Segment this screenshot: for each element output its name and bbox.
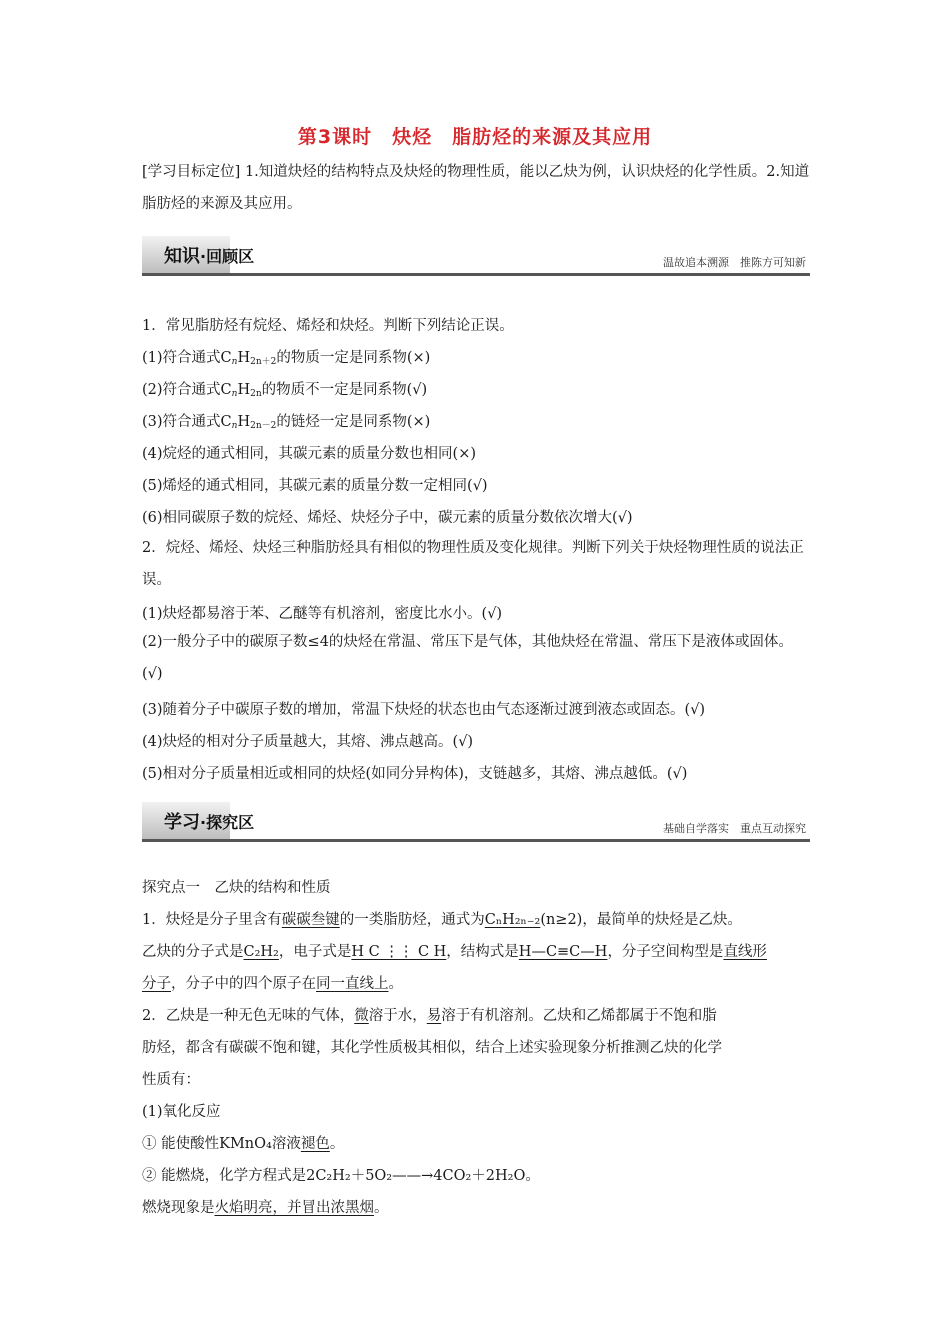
explore-p2-line2: 肪烃，都含有碳碳不饱和键，其化学性质极其相似，结合上述实验现象分析推测乙炔的化学 [142,1040,722,1056]
q2-item-2: (2)一般分子中的碳原子数≤4的炔烃在常温、常压下是气体，其他炔烃在常温、常压下是液体或固体。(√) [142,634,793,682]
answer-blank: 分子 [142,976,171,992]
section-divider [142,839,810,842]
lesson-title: 第3课时 炔烃 脂肪烃的来源及其应用 [297,126,653,148]
answer-blank: 褪色 [300,1136,330,1152]
section-slogan: 温故追本溯源 推陈方可知新 [663,256,806,269]
answer-blank: 碳碳叁键 [281,912,340,928]
q2-item-3: (3)随着分子中碳原子数的增加，常温下炔烃的状态也由气态逐渐过渡到液态或固态。(√) [142,702,706,718]
question-1-stem: 1．常见脂肪烃有烷烃、烯烃和炔烃。判断下列结论正误。 [142,318,514,334]
objectives-text: 1.知道炔烃的结构特点及炔烃的物理性质，能以乙炔为例，认识炔烃的化学性质。2.知道脂肪烃的来源及其应用。 [142,164,810,212]
answer-blank: H—C≡C—H [518,944,608,960]
oxidation-item-1: ① 能使酸性KMnO₄溶液褪色。 [142,1136,345,1152]
q1-item-3: (3)符合通式$C_nH_{2n-2}$的链烃一定是同系物(×) [142,414,431,431]
answer-blank: CₙH₂ₙ₋₂ [484,912,541,928]
q1-item-4: (4)烷烃的通式相同，其碳元素的质量分数也相同(×) [142,446,477,462]
section-tab-suffix: ·回顾区 [200,247,255,266]
section-divider [142,273,810,276]
section-tab-label: 学习 [164,812,200,833]
explore-heading: 探究点一 乙炔的结构和性质 [142,880,331,896]
section-header-explore [142,802,810,842]
learning-objectives [142,156,812,220]
q1-item-1: (1)符合通式$C_nH_{2n+2}$的物质一定是同系物(×) [142,350,431,367]
oxidation-heading: (1)氧化反应 [142,1104,221,1120]
explore-p1-line2: 乙炔的分子式是C₂H₂，电子式是H C ⋮⋮ C H，结构式是H—C≡C—H，分子空间构型是直线形 [142,944,767,960]
answer-blank: 易 [426,1008,442,1024]
section-tab-suffix: ·探究区 [200,813,255,832]
explore-p2-line1: 2．乙炔是一种无色无味的气体，微溶于水，易溶于有机溶剂。乙炔和乙烯都属于不饱和脂 [142,1008,717,1024]
question-2-stem: 2．烷烃、烯烃、炔烃三种脂肪烃具有相似的物理性质及变化规律。判断下列关于炔烃物理性质的说法正误。 [142,540,804,588]
q2-item-1: (1)炔烃都易溶于苯、乙醚等有机溶剂，密度比水小。(√) [142,606,503,622]
answer-blank: 直线形 [723,944,767,960]
section-header-review [142,236,810,276]
section-tab-label: 知识 [164,246,200,267]
answer-blank: 火焰明亮，并冒出浓黑烟 [214,1200,374,1216]
q1-item-6: (6)相同碳原子数的烷烃、烯烃、炔烃分子中，碳元素的质量分数依次增大(√) [142,510,633,526]
q1-item-2: (2)符合通式$C_nH_{2n}$的物质不一定是同系物(√) [142,382,428,399]
answer-blank: 同一直线上 [316,976,389,992]
objectives-label: [学习目标定位] [142,164,241,180]
explore-p1-line1: 1．炔烃是分子里含有碳碳叁键的一类脂肪烃，通式为CₙH₂ₙ₋₂(n≥2)，最简单的炔烃是乙炔。 [142,912,742,928]
q2-item-4: (4)炔烃的相对分子质量越大，其熔、沸点越高。(√) [142,734,474,750]
answer-blank: C₂H₂ [243,944,279,960]
q1-item-5: (5)烯烃的通式相同，其碳元素的质量分数一定相同(√) [142,478,488,494]
section-slogan: 基础自学落实 重点互动探究 [663,822,806,835]
q2-item-5: (5)相对分子质量相近或相同的炔烃(如同分异构体)，支链越多，其熔、沸点越低。(√) [142,766,688,782]
answer-blank: H C ⋮⋮ C H [351,944,447,960]
explore-p1-line3: 分子，分子中的四个原子在同一直线上。 [142,976,403,992]
oxidation-item-2: ② 能燃烧，化学方程式是2C₂H₂＋5O₂——→4CO₂＋2H₂O。 [142,1168,540,1184]
combustion-phenomenon: 燃烧现象是火焰明亮，并冒出浓黑烟。 [142,1200,389,1216]
explore-p2-line3: 性质有： [142,1072,200,1088]
answer-blank: 微 [354,1008,369,1024]
